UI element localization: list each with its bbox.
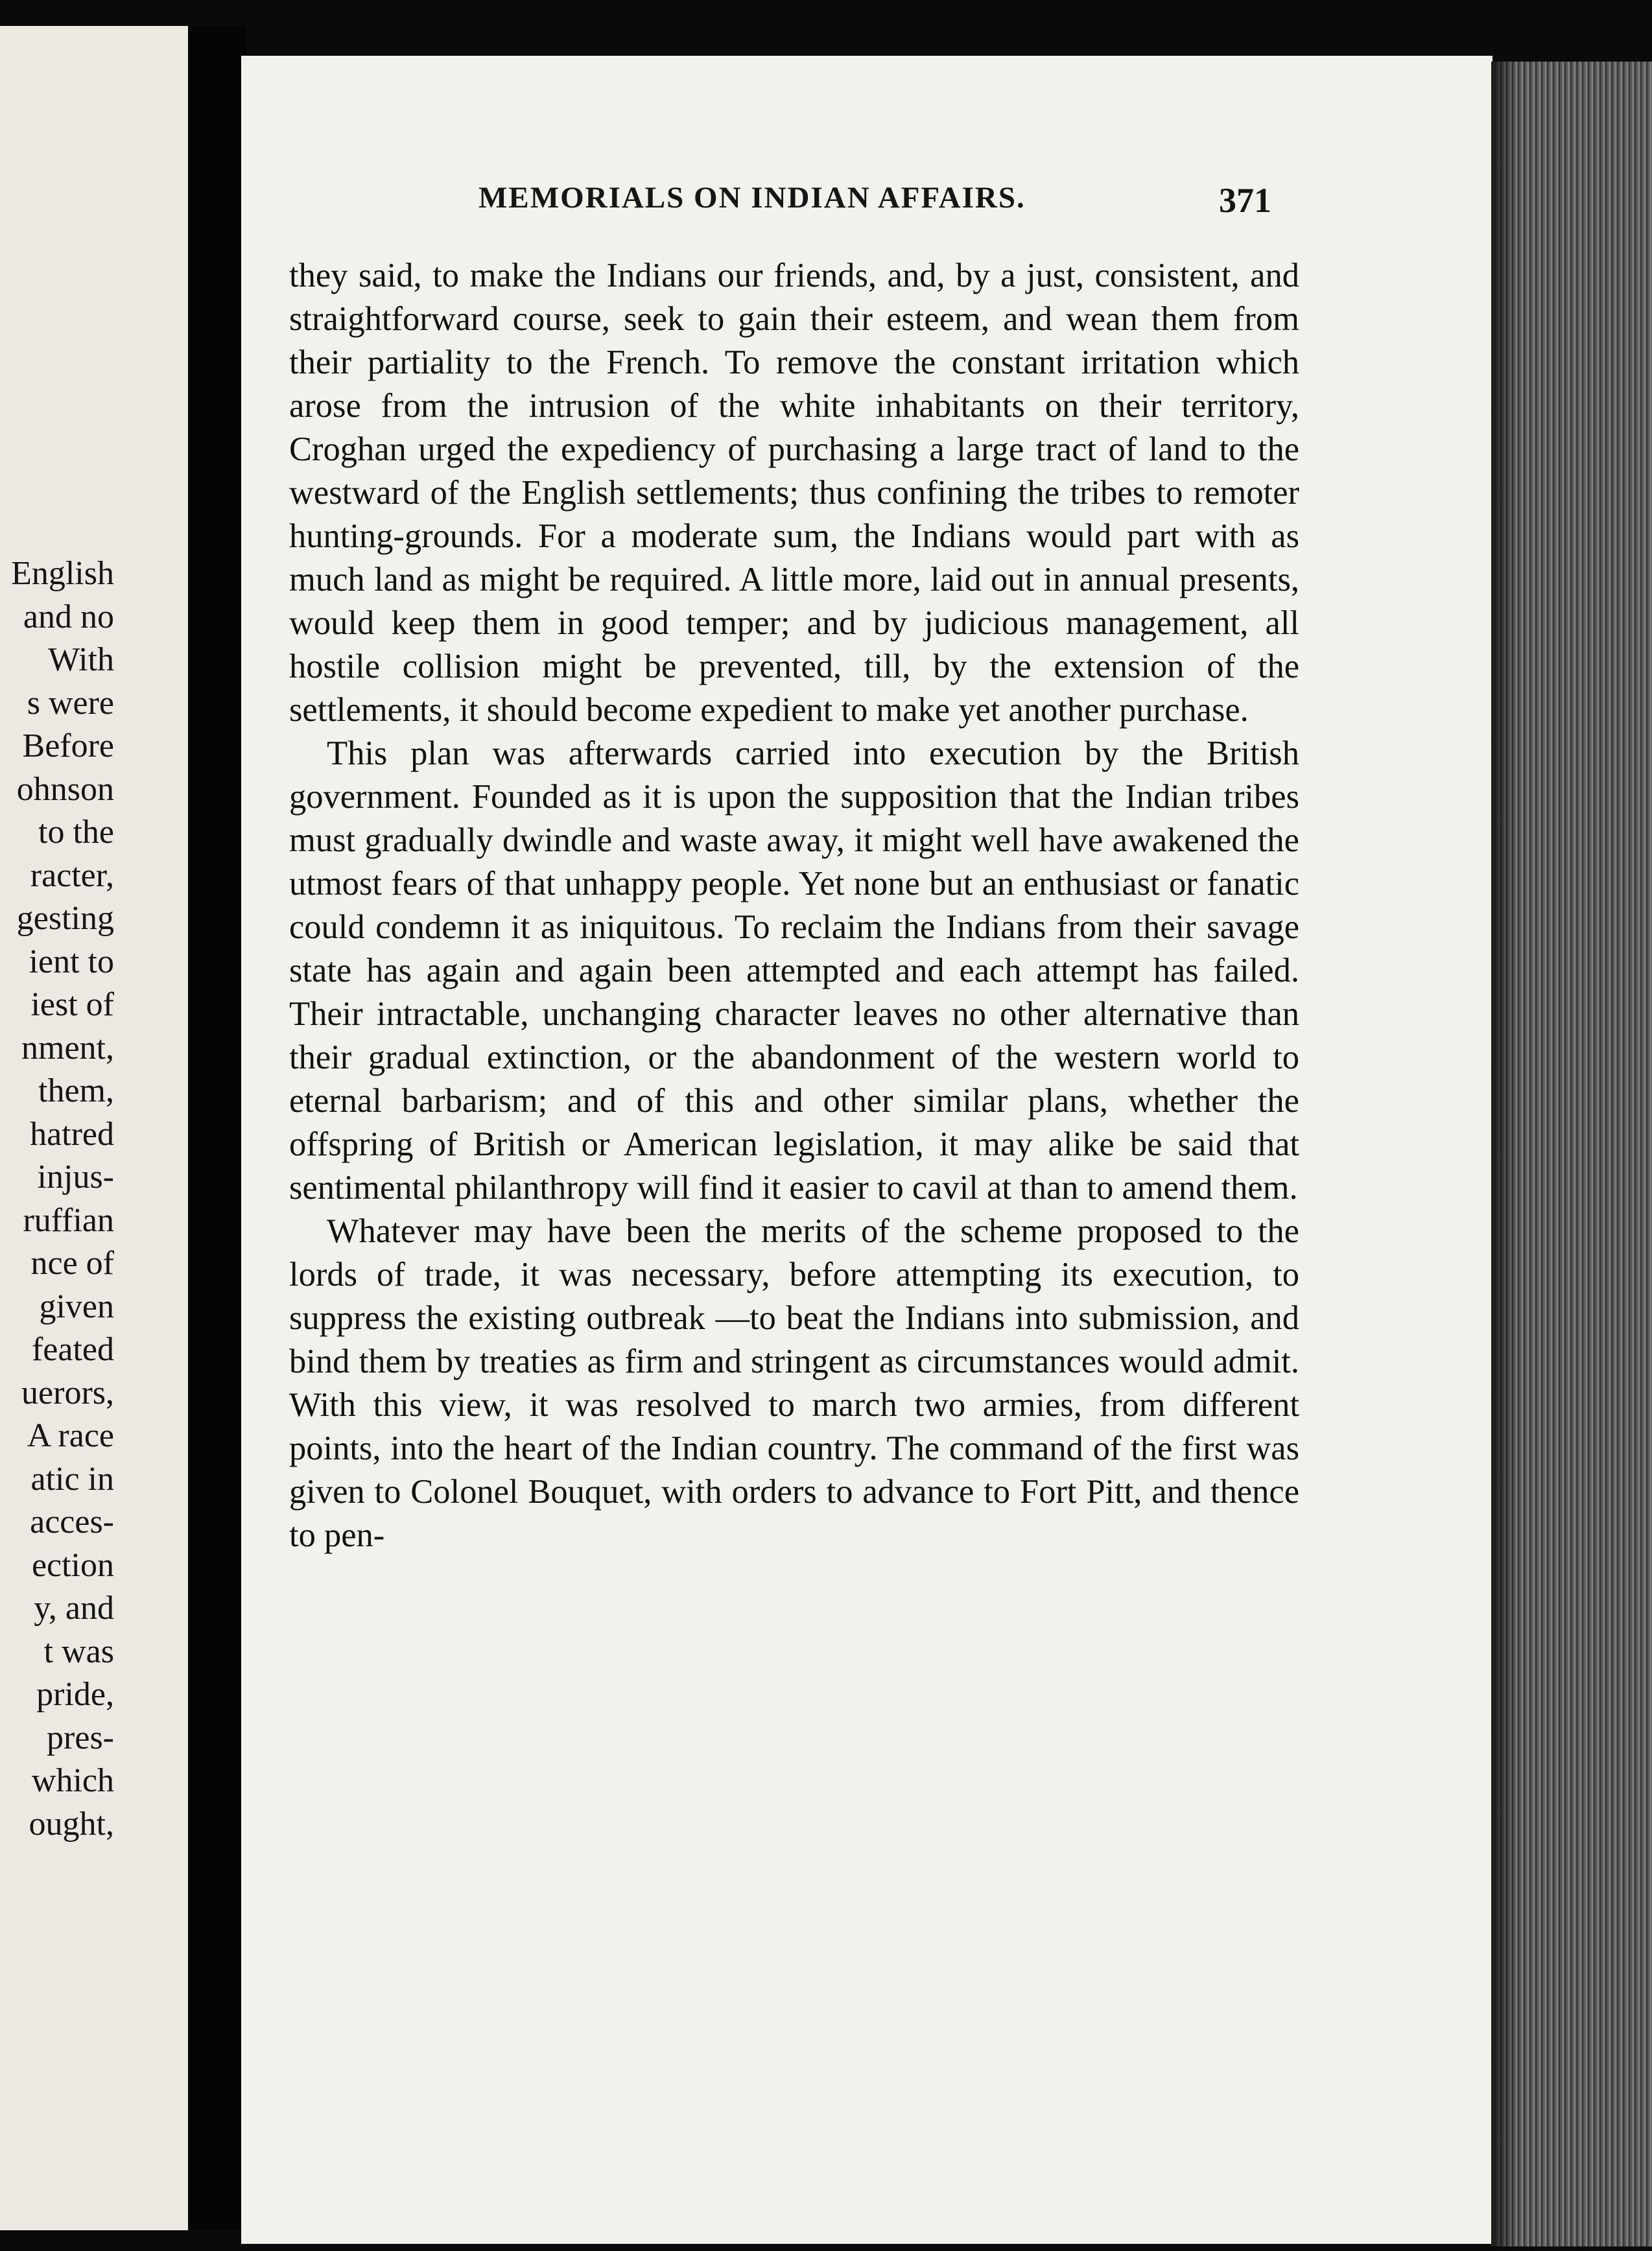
paragraph-1: they said, to make the Indians our friends, and, by a just, consistent, and straightforward course, seek to gain their esteem, and wean them from their partiality to the French. To remove the constant irritation which arose from the intrusion of the white inhabitants on their territory, Croghan urged the expediency of purchasing a large tract of land to the westward of the English settlements; thus confining the tribes to remoter hunting-grounds. For a moderate sum, the Indians would part with as much land as might be required. A little more, laid out in annual presents, would keep them in good temper; and by judicious management, all hostile collision might be prevented, till, by the extension of the settlements, it should become expedient to make yet another purchase. [289,257,1299,729]
left-page-fragment: pride, [36,1676,114,1713]
left-page-fragment: hatred [30,1115,114,1153]
left-page-fragment: gesting [16,900,114,937]
left-page-fragment: iest of [30,986,114,1023]
left-page-fragment: uerors, [21,1374,114,1411]
left-page-fragment: A race [27,1417,114,1454]
left-page-fragment: atic in [30,1460,114,1498]
left-page-fragment: which [31,1762,114,1799]
left-page-fragment: given [39,1288,114,1325]
left-page-fragment: ection [31,1546,114,1584]
left-page-fragment: ient to [29,943,114,980]
left-page-fragment: s were [27,684,114,722]
page-edges-shadow [1491,62,1517,2246]
left-page-fragment: racter, [30,856,114,894]
left-page [0,26,195,2230]
running-title: MEMORIALS ON INDIAN AFFAIRS. [478,181,1026,215]
page-edges [1491,62,1652,2246]
left-page-fragment: pres- [47,1719,114,1756]
left-page-fragment: y, and [34,1590,114,1627]
left-page-fragment: ought, [29,1805,114,1843]
left-page-fragment: nce of [30,1245,114,1282]
left-page-fragment: ohnson [16,770,114,808]
left-page-fragment: nment, [21,1029,114,1067]
body-text [289,254,1299,1557]
page-number: 371 [1219,181,1271,220]
left-page-fragment: them, [38,1072,114,1109]
left-page-fragment: to the [38,814,114,851]
book-gutter [188,26,246,2230]
paragraph-2: This plan was afterwards carried into execution by the British government. Founded as it is upon the supposition that the Indian tribes must gradually dwindle and waste away, it might well have awakened the utmost fears of that unhappy people. Yet none but an enthusiast or fanatic could condemn it as iniquitous. To reclaim the Indians from their savage state has again and again been attempted and each attempt has failed. Their intractable, unchanging character leaves no other alternative than their gradual extinction, or the abandonment of the western world to eternal barbarism; and of this and other similar plans, whether the offspring of British or American legislation, it may alike be said that sentimental philanthropy will find it easier to cavil at than to amend them. [289,735,1299,1207]
paragraph-3: Whatever may have been the merits of the scheme proposed to the lords of trade, it was necessary, before attempting its execution, to suppress the existing outbreak —to beat the Indians into submission, and bind them by treaties as firm and stringent as circumstances would admit. With this view, it was resolved to march two armies, from different points, into the heart of the Indian country. The command of the first was given to Colonel Bouquet, with orders to advance to Fort Pitt, and thence to pen- [289,1212,1299,1554]
left-page-fragment: feated [31,1331,114,1368]
left-page-fragment: and no [23,598,114,635]
left-page-fragment: acces- [30,1503,114,1540]
left-page-fragment: injus- [37,1159,114,1196]
left-page-fragment: English [11,555,114,592]
left-page-fragment: With [48,641,114,678]
left-page-fragment: t was [43,1632,114,1670]
left-page-fragment: Before [22,727,114,764]
left-page-fragment: ruffian [23,1201,114,1239]
